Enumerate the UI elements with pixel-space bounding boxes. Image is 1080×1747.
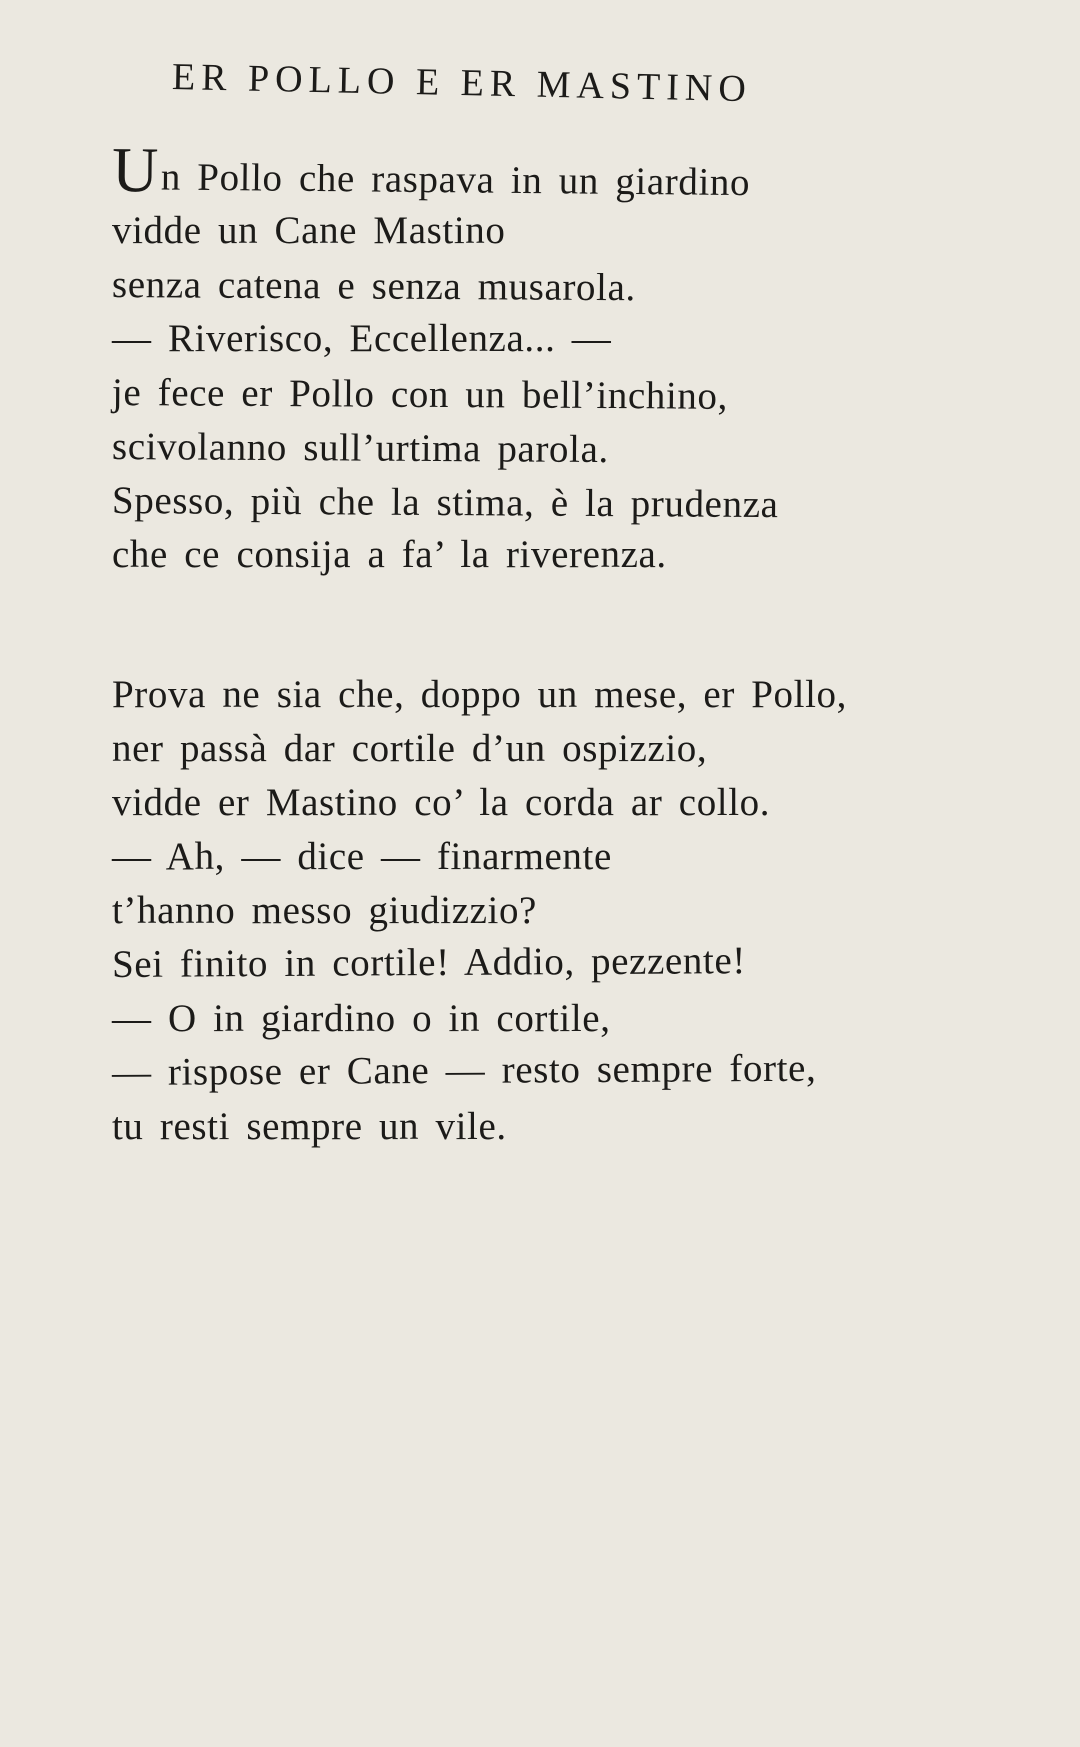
poem-line-1	[111, 134, 779, 210]
poem-line-3: senza catena e senza musarola.	[111, 263, 636, 310]
stanza-1	[111, 134, 779, 582]
poem-line-7: Spesso, più che la stima, è la prudenza	[111, 479, 779, 527]
poem-line-11: vidde er Mastino co’ la corda ar collo.	[112, 781, 771, 824]
poem-line-14: Sei finito in cortile! Addio, pezzente!	[111, 939, 747, 986]
poem-line-2: vidde un Cane Mastino	[112, 209, 506, 252]
poem-line-6: scivolanno sull’urtima parola.	[111, 425, 609, 472]
stanza-2	[112, 668, 847, 1154]
poem-line-10: ner passà dar cortile d’un ospizzio,	[112, 727, 708, 770]
drop-cap: U	[111, 134, 160, 206]
poem-line-9: Prova ne sia che, doppo un mese, er Pollo,	[112, 673, 847, 716]
poem-line-13: t’hanno messo giudizzio?	[112, 889, 537, 932]
poem-line-15: — O in giardino o in cortile,	[112, 997, 611, 1040]
poem-line-12: — Ah, — dice — finarmente	[112, 835, 612, 878]
poem-title: ER POLLO E ER MASTINO	[171, 56, 753, 111]
poem-line-16: — rispose er Cane — resto sempre forte,	[111, 1046, 817, 1094]
poem-line-4: — Riverisco, Eccellenza... —	[112, 317, 612, 360]
poem-line-8: che ce consija a fa’ la riverenza.	[112, 533, 667, 576]
poem-line-5: je fece er Pollo con un bell’inchino,	[111, 371, 729, 418]
poem-line-17: tu resti sempre un vile.	[112, 1105, 507, 1148]
poem-line-1-text: n Pollo che raspava in un giardino	[160, 155, 751, 205]
